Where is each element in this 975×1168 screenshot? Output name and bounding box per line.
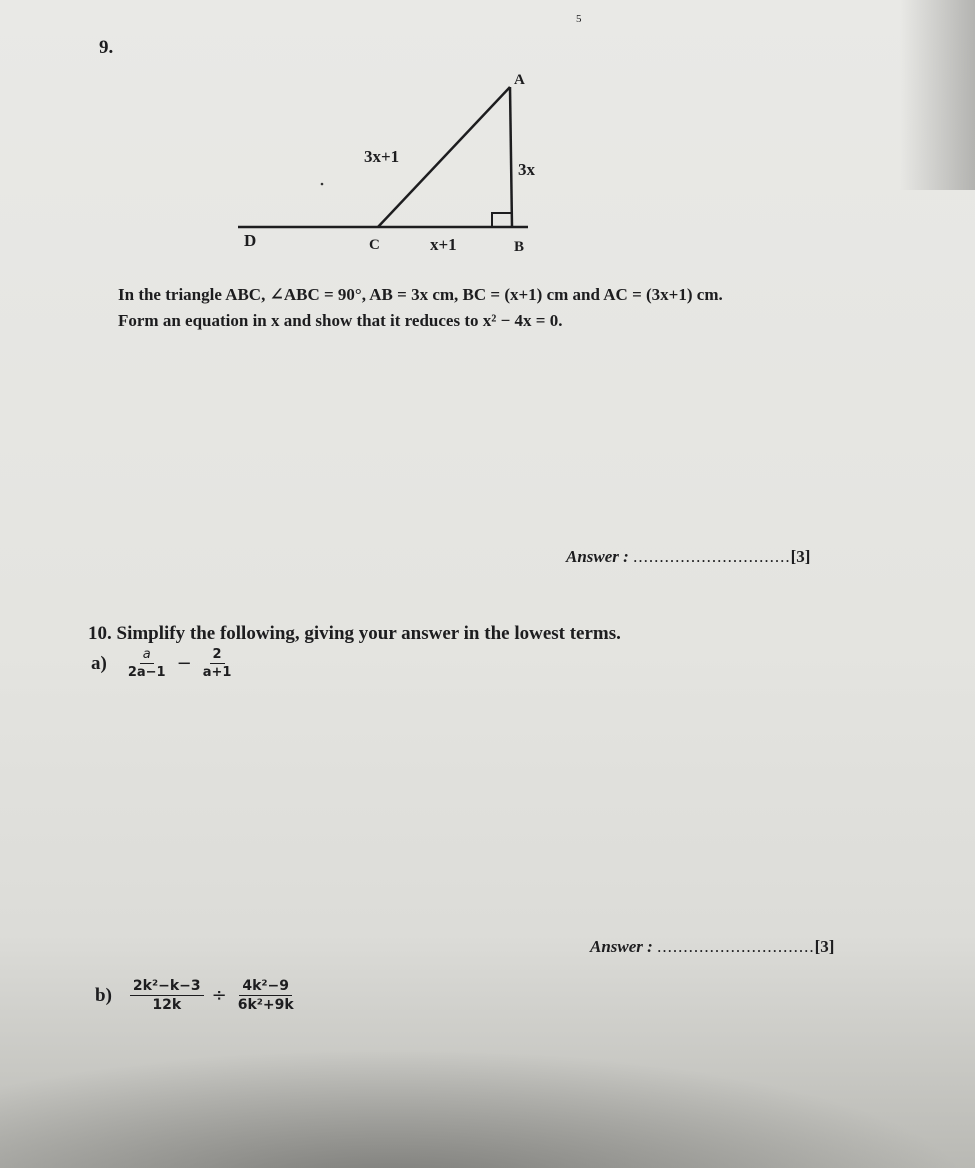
right-angle-marker xyxy=(492,213,511,227)
marks-label: [3] xyxy=(814,937,835,956)
paper-shadow-bottom xyxy=(0,1048,975,1168)
fraction-denominator: 12k xyxy=(152,997,182,1013)
page-number: 5 xyxy=(576,13,582,25)
side-bc-label: x+1 xyxy=(430,235,457,254)
vertex-c-label: C xyxy=(369,237,380,253)
question-10b xyxy=(95,978,297,1013)
part-b-label: b) xyxy=(95,984,112,1006)
marks-label: [3] xyxy=(790,547,811,566)
fraction-2k2-k-3-over-12k xyxy=(130,978,204,1013)
fraction-4k2-9-over-6k2-9k xyxy=(235,978,297,1013)
divide-operator: ÷ xyxy=(211,985,227,1006)
question-9-number: 9. xyxy=(99,37,114,58)
fraction-numerator: a xyxy=(140,647,154,664)
fraction-a-over-2a-minus-1 xyxy=(125,647,169,680)
vertex-a-label: A xyxy=(514,72,525,88)
side-ab-line xyxy=(510,87,512,227)
ink-dot xyxy=(321,183,324,186)
answer-label: Answer : xyxy=(590,937,653,956)
question-9-text-line-1: In the triangle ABC, ∠ABC = 90°, AB = 3x cm, BC = (x+1) cm and AC = (3x+1) cm. xyxy=(118,285,723,304)
side-ac-label: 3x+1 xyxy=(364,147,400,166)
triangle-diagram xyxy=(0,0,975,280)
fraction-denominator: 2a−1 xyxy=(127,665,166,680)
answer-dots: .............................. xyxy=(633,547,791,566)
part-a-label: a) xyxy=(91,652,107,674)
question-9-text-line-2: Form an equation in x and show that it reduces to x² − 4x = 0. xyxy=(118,311,563,330)
fraction-numerator: 4k²−9 xyxy=(239,978,292,996)
question-10a-answer-line xyxy=(590,937,834,957)
vertex-b-label: B xyxy=(514,239,525,255)
question-10-title: 10. Simplify the following, giving your answer in the lowest terms. xyxy=(88,623,621,644)
answer-label: Answer : xyxy=(566,547,629,566)
question-10a xyxy=(91,647,234,680)
question-9-answer-line xyxy=(566,547,810,567)
fraction-denominator: 6k²+9k xyxy=(237,997,294,1013)
fraction-numerator: 2 xyxy=(210,647,225,664)
minus-operator: − xyxy=(176,653,192,674)
vertex-d-label: D xyxy=(244,231,257,250)
fraction-denominator: a+1 xyxy=(202,665,232,680)
answer-dots: .............................. xyxy=(657,937,815,956)
side-ab-label: 3x xyxy=(518,160,535,179)
fraction-numerator: 2k²−k−3 xyxy=(130,978,204,996)
fraction-2-over-a-plus-1 xyxy=(200,647,235,680)
